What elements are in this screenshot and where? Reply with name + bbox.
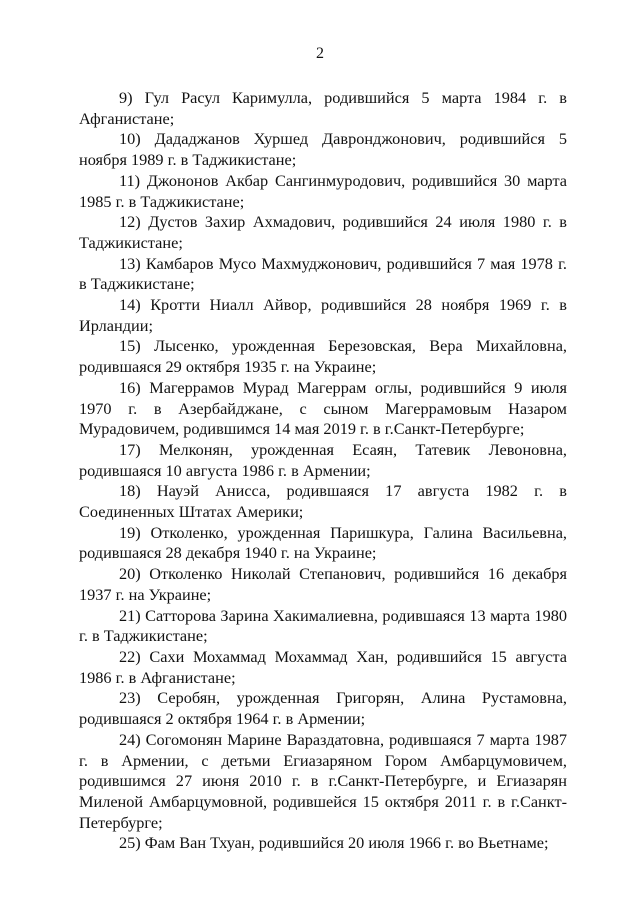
list-item: 19) Отколенко, урожденная Паришкура, Галина Васильевна, родившаяся 28 декабря 1940 г. на Украине; <box>79 522 567 563</box>
list-item: 20) Отколенко Николай Степанович, родившийся 16 декабря 1937 г. на Украине; <box>79 564 567 604</box>
list-item: 9) Гул Расул Каримулла, родившийся 5 марта 1984 г. в Афганистане; <box>79 88 567 128</box>
list-item: 10) Дададжанов Хуршед Давронджонович, родившийся 5 ноября 1989 г. в Таджикистане; <box>79 129 567 170</box>
list-item: 22) Сахи Мохаммад Мохаммад Хан, родившийся 15 августа 1986 г. в Афганистане; <box>79 646 567 687</box>
list-item: 24) Согомонян Марине Вараздатовна, родившаяся 7 марта 1987 г. в Армении, с детьми Егиазаряном Гором Амбарцумовичем, родившимся 27 июня 2010 г. в г.Санкт-Петербурге, и Егиазарян Миленой Амбарцумовной, родившейся 15 октября 2011 г. в г.Санкт-Петербурге; <box>79 729 567 832</box>
list-item: 11) Джононов Акбар Сангинмуродович, родившийся 30 марта 1985 г. в Таджикистане; <box>79 170 567 211</box>
list-item: 18) Науэй Анисса, родившаяся 17 августа 1982 г. в Соединенных Штатах Америки; <box>79 481 567 522</box>
list-item: 16) Магеррамов Мурад Магеррам оглы, родившийся 9 июля 1970 г. в Азербайджане, с сыном Магеррамовым Назаром Мурадовичем, родившимся 14 мая 2019 г. в г.Санкт-Петербурге; <box>79 377 567 439</box>
page-number: 2 <box>316 45 324 62</box>
list-item: 17) Мелконян, урожденная Есаян, Татевик Левоновна, родившаяся 10 августа 1986 г. в Армении; <box>79 439 567 480</box>
list-item: 25) Фам Ван Тхуан, родившийся 20 июля 1966 г. во Вьетнаме; <box>119 833 549 853</box>
list-item: 13) Камбаров Мусо Махмуджонович, родившийся 7 мая 1978 г. в Таджикистане; <box>79 253 567 294</box>
list-item: 14) Кротти Ниалл Айвор, родившийся 28 ноября 1969 г. в Ирландии; <box>79 295 567 335</box>
entry-list <box>79 88 567 854</box>
list-item: 23) Серобян, урожденная Григорян, Алина Рустамовна, родившаяся 2 октября 1964 г. в Армении; <box>79 688 567 729</box>
list-item: 21) Сатторова Зарина Хакималиевна, родившаяся 13 марта 1980 г. в Таджикистане; <box>79 605 567 646</box>
list-item: 15) Лысенко, урожденная Березовская, Вера Михайловна, родившаяся 29 октября 1935 г. на Украине; <box>79 336 567 377</box>
list-item: 12) Дустов Захир Ахмадович, родившийся 24 июля 1980 г. в Таджикистане; <box>79 212 567 252</box>
